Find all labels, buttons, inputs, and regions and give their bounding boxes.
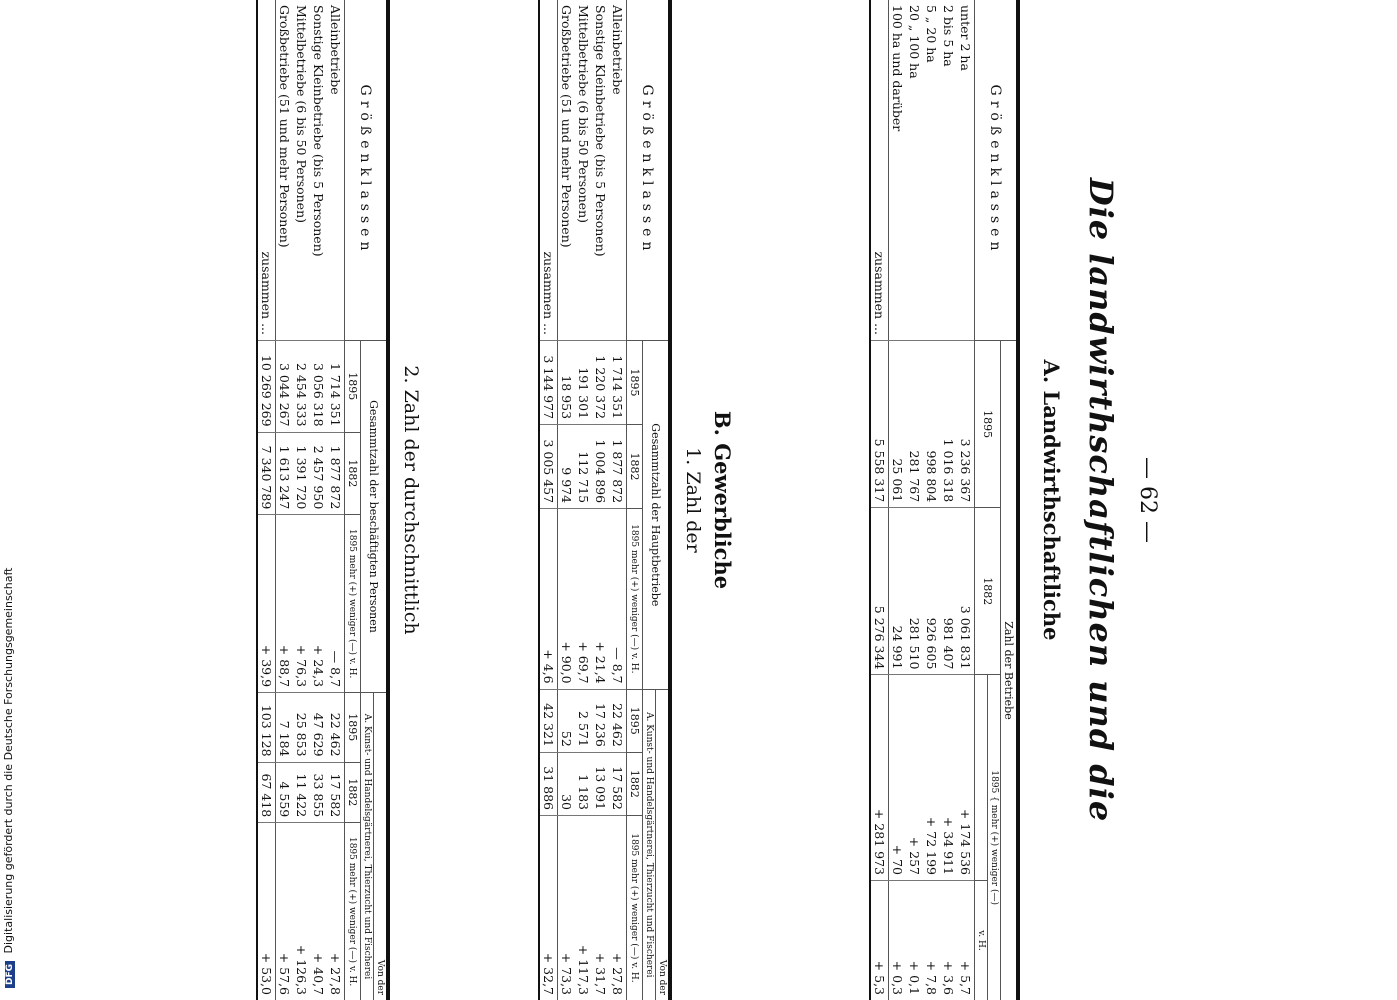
page-number: — 62 — [1135,457,1160,543]
col-gesamt: Gesammtzahl der Hauptbetriebe [643,341,671,690]
row-label: 2 bis 5 ha [941,5,956,67]
cell-b: 9 974 [558,425,576,509]
cell-b: 24 991 [889,508,907,675]
cell-f: + 31,7 [592,816,609,1000]
table-row [889,0,907,1000]
cell-b: 7 340 789 [257,432,276,515]
cell-a: 25 061 [889,341,907,508]
cell-c: + 39,9 [257,515,276,693]
col-1895: 1895 [345,341,361,433]
cell-e: 30 [558,752,576,815]
cell-d: 7 184 [276,693,294,763]
cell-f: + 126,3 [293,823,310,1000]
table-hauptbetriebe-body [539,0,627,1000]
cell-c: + 76,3 [293,515,310,693]
col-1895: 1895 [627,341,643,425]
cell-c: — 8,7 [327,515,345,693]
row-label: Mittelbetriebe (6 bis 50 Personen) [576,5,591,224]
cell-d: + 0,3 [889,880,907,1000]
col-groessen: Größenklassen [345,0,389,341]
cell-a: 191 301 [575,341,592,425]
col-1895: 1895 [975,341,1001,508]
cell-d: 22 462 [327,693,345,763]
col-kunst: A. Kunst- und Handelsgärtnerei, Thierzucht und Fischerei [643,689,656,1000]
cell-b: 281 510 [906,508,923,675]
col-1882: 1882 [345,432,361,515]
table-betriebe [869,0,1020,1000]
cell-a: 3 044 267 [276,341,294,433]
cell-c: — 8,7 [609,509,627,690]
row-label: Sonstige Kleinbetriebe (bis 5 Personen) [311,5,326,257]
cell-c: + 281 973 [870,675,889,881]
table-personen-body [257,0,345,1000]
table-betriebe-body [870,0,975,1000]
table-row [940,0,957,1000]
table-row [327,0,345,1000]
cell-d: 103 128 [257,693,276,763]
cell-c: + 72 199 [923,675,940,881]
cell-c: + 90,0 [558,509,576,690]
sum-row [257,0,276,1000]
cell-d: + 7,8 [923,880,940,1000]
cell-b: 1 391 720 [293,432,310,515]
cell-c: + 24,3 [310,515,327,693]
cell-d: + 5,3 [870,880,889,1000]
cell-e: 13 091 [592,752,609,815]
cell-f: + 117,3 [575,816,592,1000]
funding-text: Digitalisierung gefördert durch die Deutsche Forschungsgemeinschaft [2,567,15,954]
row-label: Alleinbetriebe [610,5,625,95]
cell-e: 4 559 [276,762,294,823]
col-diff-b: 1895 mehr (+) weniger (—) v. H. [627,816,643,1000]
cell-d: + 5,7 [957,880,975,1000]
sum-label: zusammen ... [257,0,276,341]
cell-a: 1 016 318 [940,341,957,508]
col-diff-b: 1895 mehr (+) weniger (—) v. H. [345,823,361,1000]
cell-e: 33 855 [310,762,327,823]
cell-d: + 0,1 [906,880,923,1000]
col-1895-b: 1895 [627,689,643,752]
cell-a: 2 454 333 [293,341,310,433]
cell-d: 25 853 [293,693,310,763]
cell-f: + 32,7 [539,816,558,1000]
sum-label: zusammen ... [870,0,889,341]
row-label: 5 „ 20 ha [924,5,939,63]
row-label: 20 „ 100 ha [907,5,922,79]
cell-b: 981 407 [940,508,957,675]
cell-e: 17 582 [327,762,345,823]
cell-b: 3 061 831 [957,508,975,675]
table-row [957,0,975,1000]
table-personen [256,0,390,1000]
row-label: Großbetriebe (51 und mehr Personen) [277,5,292,248]
col-groessen: Größenklassen [975,0,1019,341]
cell-d: 2 571 [575,689,592,752]
cell-e: 67 418 [257,762,276,823]
cell-e: 31 886 [539,752,558,815]
cell-c: + 34 911 [940,675,957,881]
cell-d: 17 236 [592,689,609,752]
cell-a: 1 220 372 [592,341,609,425]
cell-d: + 3,6 [940,880,957,1000]
section-a-heading: A. Landwirthschaftliche [1039,359,1064,641]
sum-label: zusammen ... [539,0,558,341]
cell-c: + 174 536 [957,675,975,881]
cell-b: 1 877 872 [609,425,627,509]
col-1882: 1882 [975,508,1001,675]
col-diff: 1895 { mehr (+) weniger (—) [988,675,1001,1000]
cell-f: + 27,8 [327,823,345,1000]
table-row [906,0,923,1000]
cell-c: + 69,7 [575,509,592,690]
col-1895-b: 1895 [345,693,361,763]
cell-d: 52 [558,689,576,752]
table-row [575,0,592,1000]
table-row [923,0,940,1000]
rotated-page [100,0,1160,1000]
cell-b: 1 004 896 [592,425,609,509]
cell-e: 17 582 [609,752,627,815]
row-label: Alleinbetriebe [328,5,343,95]
row-label: Mittelbetriebe (6 bis 50 Personen) [294,5,309,224]
cell-c: + 70 [889,675,907,881]
row-label: Sonstige Kleinbetriebe (bis 5 Personen) [593,5,608,257]
cell-c: + 4,6 [539,509,558,690]
cell-b: 1 877 872 [327,432,345,515]
cell-a: 3 056 318 [310,341,327,433]
cell-b: 3 005 457 [539,425,558,509]
cell-a: 10 269 269 [257,341,276,433]
col-groessen: Größenklassen [627,0,671,341]
row-label: Großbetriebe (51 und mehr Personen) [559,5,574,248]
table-row [293,0,310,1000]
row-label: 100 ha und darüber [890,5,905,132]
col-1882: 1882 [627,425,643,509]
sum-row [539,0,558,1000]
col-diff: 1895 mehr (+) weniger (—) v. H. [345,515,361,693]
table-row [276,0,294,1000]
cell-d: 42 321 [539,689,558,752]
table-row [592,0,609,1000]
row-label: unter 2 ha [958,5,973,71]
section-b-heading: B. Gewerbliche [710,410,735,590]
page-title: Die landwirthschaftlichen und die [1082,177,1120,823]
col-1882-b: 1882 [345,762,361,823]
cell-a: 3 144 977 [539,341,558,425]
cell-b: 926 605 [923,508,940,675]
col-von: Von der [374,693,389,1000]
cell-b: 112 715 [575,425,592,509]
col-diff: 1895 mehr (+) weniger (—) v. H. [627,509,643,690]
col-abs [975,675,988,881]
table-row [609,0,627,1000]
cell-a: 1 714 351 [327,341,345,433]
col-gesamt: Gesammtzahl der beschäftigten Personen [361,341,389,693]
col-1882-b: 1882 [627,752,643,815]
cell-e: 11 422 [293,762,310,823]
cell-a: 1 714 351 [609,341,627,425]
cell-d: 22 462 [609,689,627,752]
subsection-2: 2. Zahl der durchschnittlich [400,365,422,635]
cell-c: + 21,4 [592,509,609,690]
table-hauptbetriebe [538,0,672,1000]
table-row [558,0,576,1000]
cell-a: 998 804 [923,341,940,508]
cell-a: 5 558 317 [870,341,889,508]
sum-row [870,0,889,1000]
table-row [310,0,327,1000]
cell-f: + 40,7 [310,823,327,1000]
cell-f: + 57,6 [276,823,294,1000]
cell-a: 281 767 [906,341,923,508]
cell-a: 3 236 367 [957,341,975,508]
subsection-1: 1. Zahl der [682,447,704,553]
col-kunst: A. Kunst- und Handelsgärtnerei, Thierzucht und Fischerei [361,693,374,1000]
cell-a: 18 953 [558,341,576,425]
cell-b: 5 276 344 [870,508,889,675]
funding-note [2,0,18,988]
col-zahl: Zahl der Betriebe [1001,341,1019,1000]
cell-f: + 27,8 [609,816,627,1000]
dfg-logo: DFG [5,961,15,988]
cell-c: + 88,7 [276,515,294,693]
cell-c: + 257 [906,675,923,881]
cell-e: 1 183 [575,752,592,815]
col-von: Von der [656,689,671,1000]
cell-b: 2 457 950 [310,432,327,515]
col-vh: v. H. [975,880,988,1000]
cell-f: + 53,0 [257,823,276,1000]
cell-d: 47 629 [310,693,327,763]
cell-b: 1 613 247 [276,432,294,515]
cell-f: + 73,3 [558,816,576,1000]
